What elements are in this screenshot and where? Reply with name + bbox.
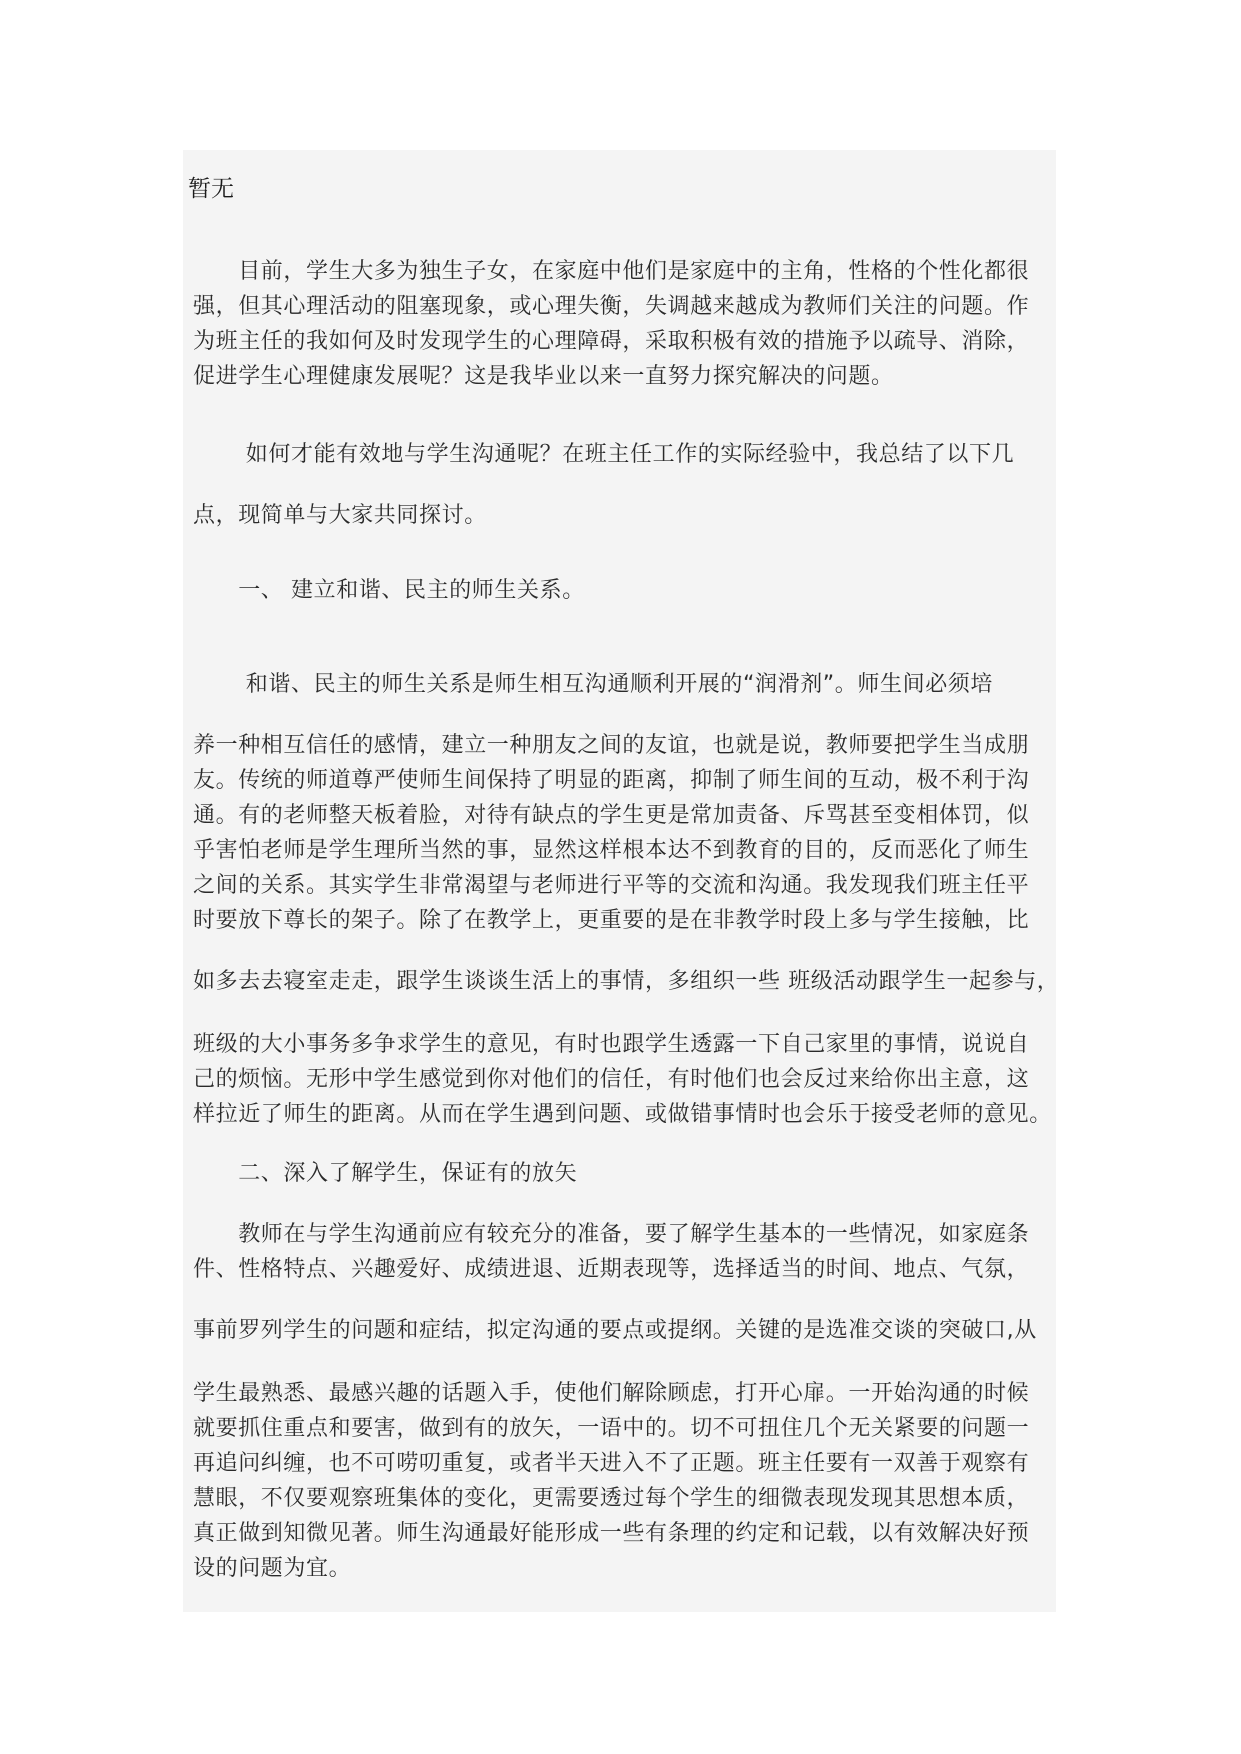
paragraph-line: 设的问题为宜。 [193,1556,352,1581]
paragraph-line: 慧眼，不仅要观察班集体的变化，更需要透过每个学生的细微表现发现其思想本质， [193,1486,1030,1511]
paragraph-line: 再追问纠缠，也不可唠叨重复，或者半天进入不了正题。班主任要有一双善于观察有 [193,1451,1030,1476]
paragraph-line: 和谐、民主的师生关系是师生相互沟通顺利开展的“润滑剂”。师生间必须培 [193,672,993,697]
paragraph-line: 之间的关系。其实学生非常渴望与老师进行平等的交流和沟通。我发现我们班主任平 [193,873,1030,898]
paragraph-line: 学生最熟悉、最感兴趣的话题入手，使他们解除顾虑，打开心扉。一开始沟通的时候 [193,1381,1030,1406]
paragraph-line: 养一种相互信任的感情，建立一种朋友之间的友谊，也就是说，教师要把学生当成朋 [193,733,1030,758]
paragraph-line: 目前，学生大多为独生子女，在家庭中他们是家庭中的主角，性格的个性化都很 [193,259,1030,284]
paragraph-line: 样拉近了师生的距离。从而在学生遇到问题、或做错事情时也会乐于接受老师的意见。 [193,1102,1052,1127]
paragraph-line: 如何才能有效地与学生沟通呢？在班主任工作的实际经验中，我总结了以下几 [193,442,1015,467]
paragraph-line: 真正做到知微见著。师生沟通最好能形成一些有条理的约定和记载，以有效解决好预 [193,1521,1030,1546]
paragraph-line: 事前罗列学生的问题和症结，拟定沟通的要点或提纲。关键的是选准交谈的突破口,从 [193,1318,1037,1343]
paragraph-line: 如多去去寝室走走，跟学生谈谈生活上的事情，多组织一些 班级活动跟学生一起参与， [193,969,1060,994]
paragraph-line: 通。有的老师整天板着脸，对待有缺点的学生更是常加责备、斥骂甚至变相体罚，似 [193,803,1030,828]
paragraph-line: 件、性格特点、兴趣爱好、成绩进退、近期表现等，选择适当的时间、地点、气氛， [193,1257,1030,1282]
paragraph-line: 促进学生心理健康发展呢？这是我毕业以来一直努力探究解决的问题。 [193,364,894,389]
paragraph-line: 强，但其心理活动的阻塞现象，或心理失衡，失调越来越成为教师们关注的问题。作 [193,294,1030,319]
paragraph-line: 为班主任的我如何及时发现学生的心理障碍，采取积极有效的措施予以疏导、消除， [193,329,1030,354]
section-heading: 一、 建立和谐、民主的师生关系。 [193,578,585,603]
section-heading: 二、深入了解学生，保证有的放矢 [193,1161,578,1186]
paragraph-line: 教师在与学生沟通前应有较充分的准备，要了解学生基本的一些情况，如家庭条 [193,1222,1030,1247]
paragraph-line: 友。传统的师道尊严使师生间保持了明显的距离，抑制了师生间的互动，极不利于沟 [193,768,1030,793]
paragraph-line: 己的烦恼。无形中学生感觉到你对他们的信任，有时他们也会反过来给你出主意，这 [193,1067,1030,1092]
paragraph-line: 就要抓住重点和要害，做到有的放矢，一语中的。切不可扭住几个无关紧要的问题一 [193,1416,1030,1441]
paragraph-line: 班级的大小事务多争求学生的意见，有时也跟学生透露一下自己家里的事情，说说自 [193,1032,1030,1057]
paragraph-line: 时要放下尊长的架子。除了在教学上，更重要的是在非教学时段上多与学生接触，比 [193,908,1030,933]
paragraph-line: 乎害怕老师是学生理所当然的事，显然这样根本达不到教育的目的，反而恶化了师生 [193,838,1030,863]
header-label: 暂无 [188,176,234,202]
paragraph-line: 点，现简单与大家共同探讨。 [193,503,487,528]
